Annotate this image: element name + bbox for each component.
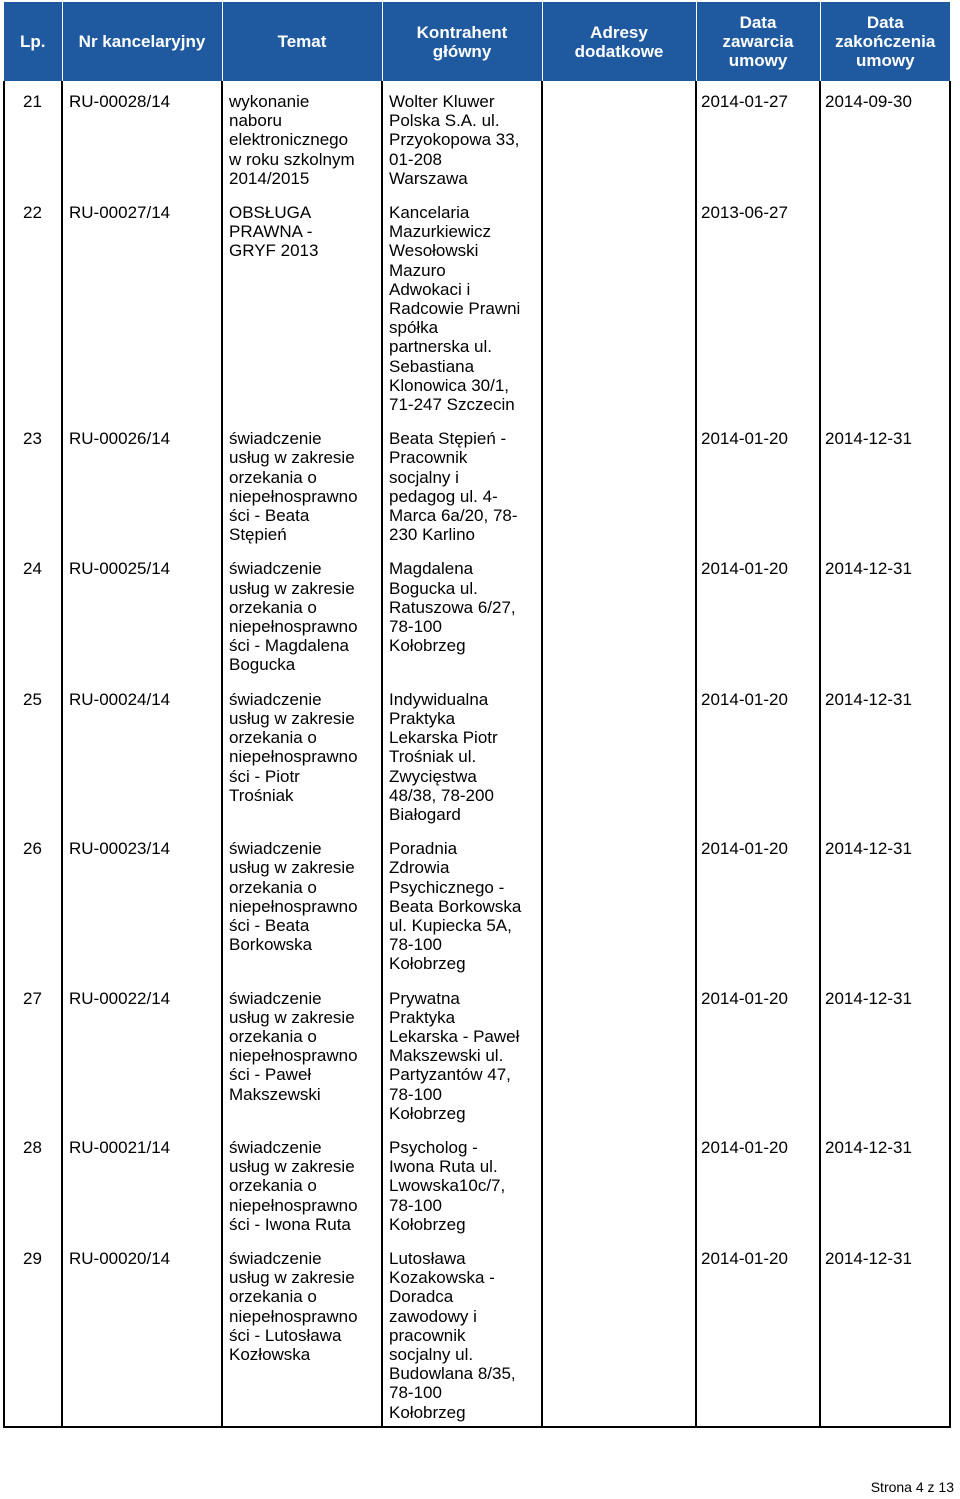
header-data-zakonczenia: Data zakończenia umowy	[820, 2, 950, 81]
cell-kontrahent: Prywatna Praktyka Lekarska - Paweł Makszewski ul. Partyzantów 47, 78-100 Kołobrzeg	[382, 978, 542, 1127]
cell-data-zakonczenia: 2014-12-31	[820, 978, 950, 1127]
cell-data-zawarcia: 2014-01-20	[696, 978, 820, 1127]
table-row	[4, 418, 950, 548]
cell-data-zawarcia: 2013-06-27	[696, 192, 820, 418]
cell-data-zawarcia: 2014-01-20	[696, 828, 820, 977]
header-kontrahent: Kontrahent główny	[382, 2, 542, 81]
cell-data-zakonczenia: 2014-12-31	[820, 418, 950, 548]
cell-kontrahent: Magdalena Bogucka ul. Ratuszowa 6/27, 78-100 Kołobrzeg	[382, 548, 542, 678]
cell-adresy	[542, 418, 696, 548]
cell-adresy	[542, 1238, 696, 1427]
header-lp: Lp.	[4, 2, 62, 81]
cell-kontrahent: Wolter Kluwer Polska S.A. ul. Przyokopowa 33, 01-208 Warszawa	[382, 81, 542, 192]
table-row	[4, 679, 950, 828]
cell-data-zawarcia: 2014-01-20	[696, 679, 820, 828]
cell-data-zakonczenia: 2014-12-31	[820, 828, 950, 977]
cell-adresy	[542, 978, 696, 1127]
cell-data-zakonczenia: 2014-12-31	[820, 1127, 950, 1238]
cell-data-zawarcia: 2014-01-27	[696, 81, 820, 192]
cell-kontrahent: Kancelaria Mazurkiewicz Wesołowski Mazuro Adwokaci i Radcowie Prawni spółka partnerska ul. Sebastiana Klonowica 30/1, 71-247 Szczecin	[382, 192, 542, 418]
table-row	[4, 548, 950, 678]
cell-lp: 21	[4, 81, 62, 192]
cell-nr: RU-00026/14	[62, 418, 222, 548]
table-row	[4, 192, 950, 418]
cell-data-zawarcia: 2014-01-20	[696, 418, 820, 548]
cell-temat: świadczenie usług w zakresie orzekania o niepełnosprawno ści - Magdalena Bogucka	[222, 548, 382, 678]
header-temat: Temat	[222, 2, 382, 81]
cell-lp: 24	[4, 548, 62, 678]
cell-adresy	[542, 679, 696, 828]
cell-nr: RU-00024/14	[62, 679, 222, 828]
cell-nr: RU-00020/14	[62, 1238, 222, 1427]
cell-temat: OBSŁUGA PRAWNA - GRYF 2013	[222, 192, 382, 418]
cell-kontrahent: Psycholog - Iwona Ruta ul. Lwowska10c/7, 78-100 Kołobrzeg	[382, 1127, 542, 1238]
cell-lp: 29	[4, 1238, 62, 1427]
cell-nr: RU-00023/14	[62, 828, 222, 977]
header-adresy: Adresy dodatkowe	[542, 2, 696, 81]
page-number: Strona 4 z 13	[870, 1479, 954, 1495]
cell-data-zakonczenia	[820, 192, 950, 418]
table-row	[4, 81, 950, 192]
table-row	[4, 828, 950, 977]
cell-nr: RU-00022/14	[62, 978, 222, 1127]
cell-kontrahent: Beata Stępień - Pracownik socjalny i pedagog ul. 4- Marca 6a/20, 78- 230 Karlino	[382, 418, 542, 548]
cell-temat: świadczenie usług w zakresie orzekania o niepełnosprawno ści - Lutosława Kozłowska	[222, 1238, 382, 1427]
cell-lp: 22	[4, 192, 62, 418]
cell-temat: wykonanie naboru elektronicznego w roku szkolnym 2014/2015	[222, 81, 382, 192]
cell-data-zawarcia: 2014-01-20	[696, 1127, 820, 1238]
cell-data-zakonczenia: 2014-12-31	[820, 1238, 950, 1427]
cell-adresy	[542, 548, 696, 678]
cell-data-zawarcia: 2014-01-20	[696, 1238, 820, 1427]
cell-nr: RU-00028/14	[62, 81, 222, 192]
cell-adresy	[542, 1127, 696, 1238]
table-row	[4, 1127, 950, 1238]
cell-adresy	[542, 192, 696, 418]
cell-temat: świadczenie usług w zakresie orzekania o niepełnosprawno ści - Paweł Makszewski	[222, 978, 382, 1127]
cell-kontrahent: Lutosława Kozakowska - Doradca zawodowy i pracownik socjalny ul. Budowlana 8/35, 78-100 Kołobrzeg	[382, 1238, 542, 1427]
cell-adresy	[542, 81, 696, 192]
cell-lp: 23	[4, 418, 62, 548]
cell-lp: 27	[4, 978, 62, 1127]
contracts-table	[3, 2, 951, 1428]
table-row	[4, 978, 950, 1127]
table-row	[4, 1238, 950, 1427]
cell-data-zakonczenia: 2014-09-30	[820, 81, 950, 192]
cell-nr: RU-00027/14	[62, 192, 222, 418]
header-nr-kancelaryjny: Nr kancelaryjny	[62, 2, 222, 81]
cell-data-zakonczenia: 2014-12-31	[820, 679, 950, 828]
cell-kontrahent: Poradnia Zdrowia Psychicznego - Beata Borkowska ul. Kupiecka 5A, 78-100 Kołobrzeg	[382, 828, 542, 977]
cell-lp: 28	[4, 1127, 62, 1238]
cell-adresy	[542, 828, 696, 977]
cell-temat: świadczenie usług w zakresie orzekania o niepełnosprawno ści - Piotr Trośniak	[222, 679, 382, 828]
cell-temat: świadczenie usług w zakresie orzekania o niepełnosprawno ści - Beata Stępień	[222, 418, 382, 548]
header-data-zawarcia: Data zawarcia umowy	[696, 2, 820, 81]
cell-nr: RU-00025/14	[62, 548, 222, 678]
header-row	[4, 2, 950, 81]
cell-nr: RU-00021/14	[62, 1127, 222, 1238]
cell-lp: 26	[4, 828, 62, 977]
cell-temat: świadczenie usług w zakresie orzekania o niepełnosprawno ści - Iwona Ruta	[222, 1127, 382, 1238]
cell-data-zawarcia: 2014-01-20	[696, 548, 820, 678]
cell-lp: 25	[4, 679, 62, 828]
cell-kontrahent: Indywidualna Praktyka Lekarska Piotr Trośniak ul. Zwycięstwa 48/38, 78-200 Białogard	[382, 679, 542, 828]
cell-temat: świadczenie usług w zakresie orzekania o niepełnosprawno ści - Beata Borkowska	[222, 828, 382, 977]
cell-data-zakonczenia: 2014-12-31	[820, 548, 950, 678]
